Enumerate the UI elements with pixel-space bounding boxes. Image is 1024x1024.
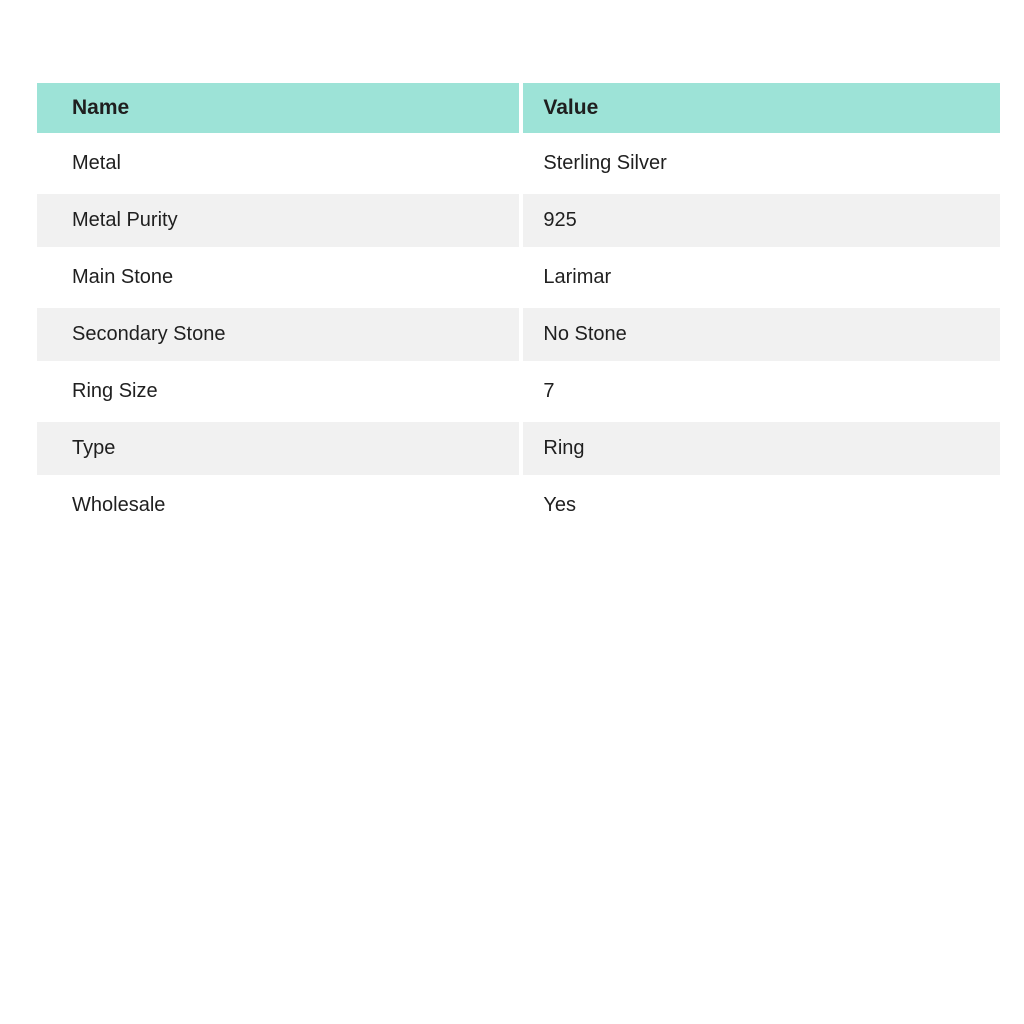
attribute-name-cell: Metal — [35, 135, 521, 192]
table-row — [35, 363, 1002, 420]
attribute-value-cell: Larimar — [521, 249, 1002, 306]
attribute-value-cell: No Stone — [521, 306, 1002, 363]
column-header-name: Name — [35, 81, 521, 135]
attribute-name-cell: Secondary Stone — [35, 306, 521, 363]
attribute-name-cell: Wholesale — [35, 477, 521, 534]
attribute-name-cell: Metal Purity — [35, 192, 521, 249]
attribute-value-cell: Ring — [521, 420, 1002, 477]
attribute-value-cell: 7 — [521, 363, 1002, 420]
attribute-value-cell: Sterling Silver — [521, 135, 1002, 192]
attribute-name-cell: Ring Size — [35, 363, 521, 420]
table-row — [35, 477, 1002, 534]
attribute-name-cell: Type — [35, 420, 521, 477]
table-row — [35, 135, 1002, 192]
attribute-value-cell: Yes — [521, 477, 1002, 534]
column-header-value: Value — [521, 81, 1002, 135]
table-row — [35, 249, 1002, 306]
attributes-table — [35, 81, 1002, 534]
attribute-name-cell: Main Stone — [35, 249, 521, 306]
attribute-value-cell: 925 — [521, 192, 1002, 249]
table-row — [35, 192, 1002, 249]
table-row — [35, 306, 1002, 363]
table-row — [35, 420, 1002, 477]
table-header-row — [35, 81, 1002, 135]
